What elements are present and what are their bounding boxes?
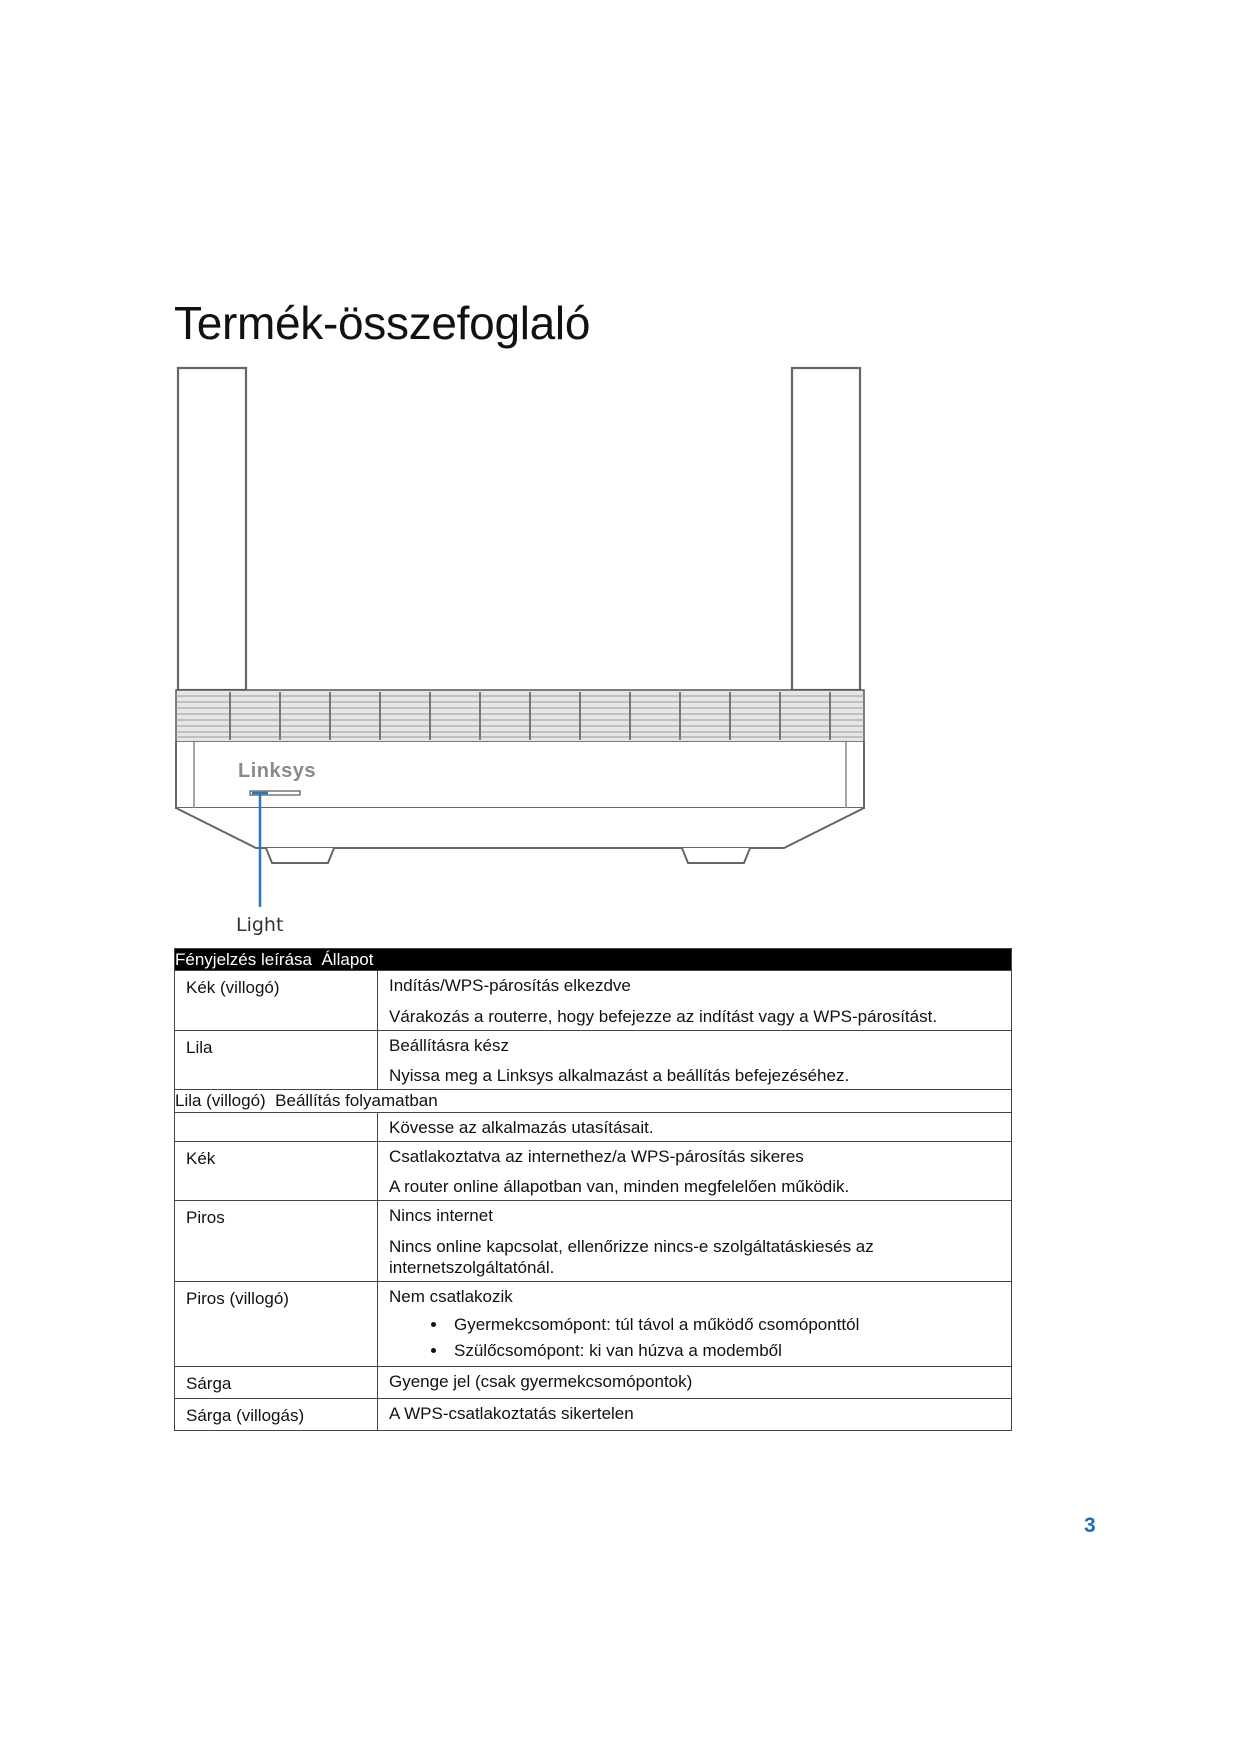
table-row-continuation xyxy=(175,1112,1012,1141)
status-cell xyxy=(378,1399,1012,1431)
status-text: Beállításra kész xyxy=(389,1035,509,1055)
table-row xyxy=(175,1399,1012,1431)
table-row xyxy=(175,1141,1012,1201)
status-text: A WPS-csatlakoztatás sikertelen xyxy=(389,1404,634,1423)
status-text: Gyenge jel (csak gyermekcsomópontok) xyxy=(389,1371,693,1391)
router-illustration xyxy=(170,360,870,940)
light-cell: Lila xyxy=(175,1030,378,1090)
light-label: Light xyxy=(236,914,284,936)
status-text: Nem csatlakozik xyxy=(389,1287,513,1306)
page-number: 3 xyxy=(1084,1514,1096,1537)
linksys-logo: Linksys xyxy=(238,760,316,782)
list-item: • Gyermekcsomópont: túl távol a működő csomóponttól xyxy=(448,1312,1011,1337)
router-base xyxy=(176,808,864,848)
status-text: Indítás/WPS-párosítás elkezdve xyxy=(389,976,631,996)
table-row xyxy=(175,971,1012,1031)
status-bullet-list xyxy=(378,1312,1011,1363)
light-cell: Sárga (villogás) xyxy=(175,1399,378,1431)
status-cell xyxy=(378,1112,1012,1141)
status-cell xyxy=(378,1282,1012,1367)
table-row xyxy=(175,1201,1012,1282)
light-cell: Kék xyxy=(175,1141,378,1201)
status-detail: Nyissa meg a Linksys alkalmazást a beállítás befejezéséhez. xyxy=(389,1066,850,1085)
status-detail: Várakozás a routerre, hogy befejezze az indítást vagy a WPS-párosítást. xyxy=(389,1006,938,1026)
status-detail: Kövesse az alkalmazás utasításait. xyxy=(389,1117,654,1137)
status-cell xyxy=(378,1201,1012,1282)
status-cell xyxy=(378,1141,1012,1201)
led-status-table xyxy=(174,948,1012,1431)
status-cell xyxy=(378,971,1012,1031)
light-cell: Lila (villogó) xyxy=(175,1091,266,1111)
status-text: Csatlakoztatva az internethez/a WPS-párosítás sikeres xyxy=(389,1146,804,1166)
list-item: • Szülőcsomópont: ki van húzva a modemből xyxy=(448,1338,1011,1363)
status-text: Beállítás folyamatban xyxy=(275,1091,438,1111)
light-cell: Sárga xyxy=(175,1366,378,1398)
table-header-cell xyxy=(175,949,1012,971)
table-row xyxy=(175,1366,1012,1398)
status-detail: Nincs online kapcsolat, ellenőrizze nincs-e szolgáltatáskiesés az internetszolgáltatónál. xyxy=(389,1236,874,1277)
header-light-description: Fényjelzés leírása xyxy=(175,950,313,969)
right-foot xyxy=(682,848,750,863)
table-row xyxy=(175,1282,1012,1367)
left-foot xyxy=(266,848,334,863)
status-cell xyxy=(378,1030,1012,1090)
merged-light-status-cell xyxy=(175,1090,1012,1112)
table-row xyxy=(175,1090,1012,1112)
table-header-row xyxy=(175,949,1012,971)
light-cell: Piros xyxy=(175,1201,378,1282)
status-text: Nincs internet xyxy=(389,1206,493,1226)
light-cell: Piros (villogó) xyxy=(175,1282,378,1367)
table-row xyxy=(175,1030,1012,1090)
light-cell: Kék (villogó) xyxy=(175,971,378,1031)
page-title: Termék-összefoglaló xyxy=(174,297,591,349)
light-cell-empty xyxy=(175,1112,378,1141)
status-detail: A router online állapotban van, minden megfelelően működik. xyxy=(389,1177,850,1196)
status-cell xyxy=(378,1366,1012,1398)
right-antenna xyxy=(792,368,860,690)
header-status: Állapot xyxy=(321,950,374,969)
left-antenna xyxy=(178,368,246,690)
